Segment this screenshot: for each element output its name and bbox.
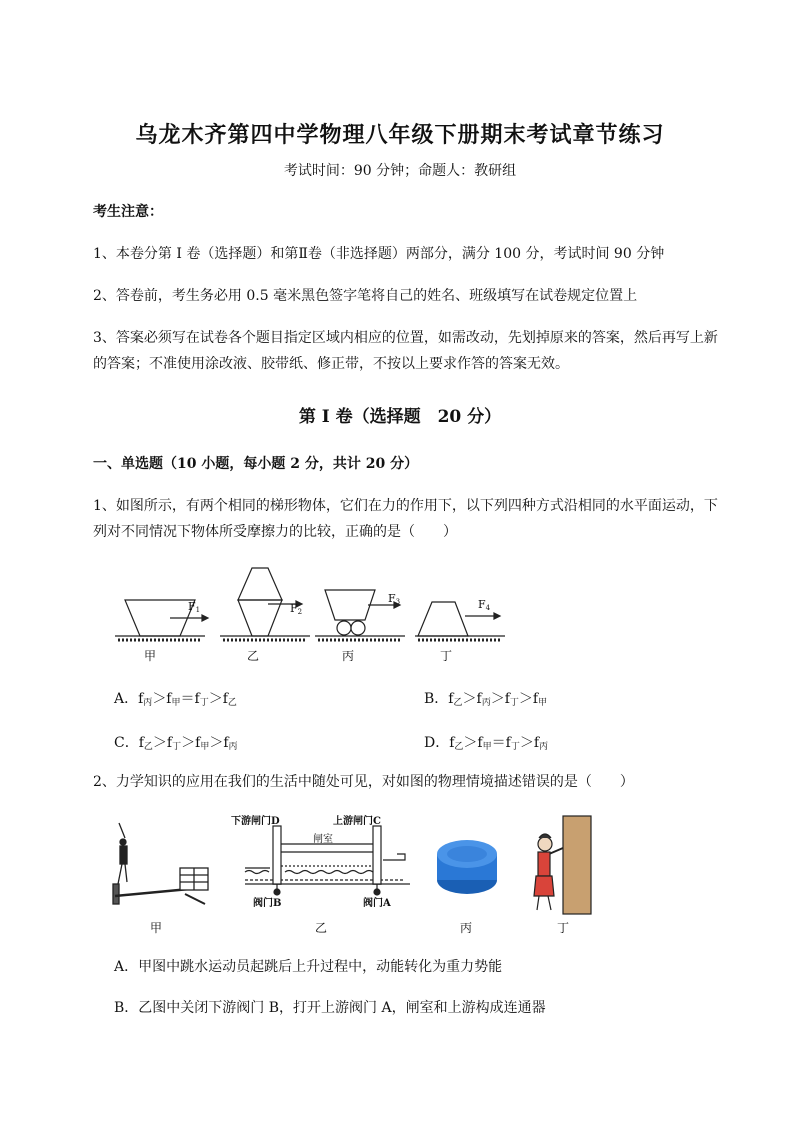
q2-stem: 2、力学知识的应用在我们的生活中随处可见，对如图的物理情境描述错误的是（ ）	[93, 774, 634, 790]
person-dress	[538, 852, 550, 876]
force-label-4: F4	[478, 598, 491, 612]
q1-option-d[interactable]: D．$f_乙>f_甲=f_丁>f_丙$	[424, 735, 549, 752]
diver-arm	[119, 823, 125, 838]
q1-figure	[110, 560, 530, 665]
wall-push-scene	[534, 816, 591, 914]
notice-item-2: 2、答卷前，考生务必用 0.5 毫米黑色签字笔将自己的姓名、班级填写在试卷规定位置上	[93, 288, 638, 304]
trapezoid-yi-top	[238, 568, 282, 600]
gate-d	[273, 826, 281, 884]
q2-fig-label-bing: 丙	[460, 921, 473, 935]
lock-label-valve-b: 阀门B	[253, 898, 282, 909]
roller-1	[337, 621, 351, 635]
fig-label-bing: 丙	[342, 649, 355, 663]
q1-option-a[interactable]: A．$f_丙>f_甲=f_丁>f_乙$	[114, 691, 237, 708]
lock-label-valve-a: 阀门A	[363, 898, 391, 909]
lock-label-gate-c: 上游闸门C	[333, 816, 381, 827]
diver-body	[120, 846, 127, 864]
wall	[563, 816, 591, 914]
section-title: 第 I 卷（选择题 20 分）	[298, 407, 502, 427]
bottle-cap-scene	[437, 840, 497, 894]
fig-label-jia: 甲	[144, 649, 157, 663]
force-label-2: F2	[290, 602, 303, 616]
roller-2	[351, 621, 365, 635]
q1-option-c[interactable]: C．$f_乙>f_丁>f_甲>f_丙$	[114, 735, 238, 752]
q2-fig-label-yi: 乙	[315, 921, 328, 935]
bottle-cap-icon	[447, 846, 487, 862]
fig-label-ding: 丁	[440, 649, 453, 663]
notice-item-1: 1、本卷分第 I 卷（选择题）和第Ⅱ卷（非选择题）两部分，满分 100 分，考试时间 90 分钟	[93, 246, 665, 262]
page-title: 乌龙木齐第四中学物理八年级下册期末考试章节练习	[135, 122, 665, 148]
trapezoid-bing	[325, 590, 375, 620]
lock-label-chamber: 闸室	[313, 834, 333, 845]
q2-option-a[interactable]: A．甲图中跳水运动员起跳后上升过程中，动能转化为重力势能	[114, 959, 503, 975]
q2-fig-label-ding: 丁	[557, 921, 570, 935]
q1-stem-line1: 1、如图所示，有两个相同的梯形物体，它们在力的作用下，以下列四种方式沿相同的水平面运动，下	[93, 498, 718, 514]
notice-heading: 考生注意：	[93, 204, 163, 220]
force-label-3: F3	[388, 592, 401, 606]
valve-a	[374, 889, 380, 895]
force-label-1: F1	[188, 600, 201, 614]
trapezoid-ding	[418, 602, 468, 636]
exam-info: 考试时间：90 分钟；命题人：教研组	[283, 163, 517, 179]
lock-label-gate-d: 下游闸门D	[231, 816, 280, 827]
trapezoid-yi-bottom	[238, 600, 282, 636]
gate-c	[373, 826, 381, 884]
valve-b	[274, 889, 280, 895]
q2-option-b[interactable]: B．乙图中关闭下游阀门 B，打开上游阀门 A，闸室和上游构成连通器	[114, 1000, 546, 1016]
fig-label-yi: 乙	[247, 649, 260, 663]
diver-scene	[113, 823, 208, 904]
notice-item-3: 3、答案必须写在试卷各个题目指定区域内相应的位置，如需改动，先划掉原来的答案，然后再写上新	[93, 330, 718, 346]
q2-figure	[105, 808, 605, 940]
part-title: 一、单选题（10 小题，每小题 2 分，共计 20 分）	[93, 456, 419, 472]
q1-stem-line2: 列对不同情况下物体所受摩擦力的比较，正确的是（ ）	[93, 524, 457, 540]
q1-option-b[interactable]: B．$f_乙>f_丙>f_丁>f_甲$	[424, 691, 548, 708]
notice-item-3-cont: 的答案；不准使用涂改液、胶带纸、修正带，不按以上要求作答的答案无效。	[93, 356, 569, 372]
q2-fig-label-jia: 甲	[150, 921, 163, 935]
